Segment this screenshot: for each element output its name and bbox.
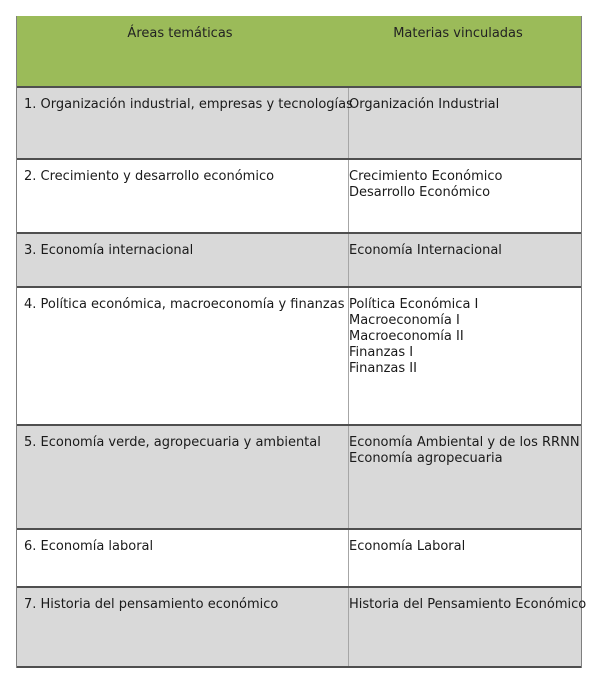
area-cell (17, 88, 353, 158)
materias-cell (349, 426, 581, 528)
table-header (17, 16, 581, 88)
materias-cell (349, 88, 581, 158)
materias-cell (349, 530, 581, 586)
table-row (17, 530, 581, 588)
header-areas: Áreas temáticas (127, 26, 233, 41)
materias-cell (349, 234, 581, 286)
materias-cell (349, 160, 581, 232)
materia-text: Economía Ambiental y de los RRNN (349, 435, 580, 450)
materias-cell (349, 588, 587, 666)
materia-text: Desarrollo Económico (349, 185, 491, 200)
materia-text: Macroeconomía I (349, 313, 460, 328)
area-cell (17, 530, 349, 586)
materia-text: Macroeconomía II (349, 329, 464, 344)
area-cell (17, 234, 349, 286)
area-cell (17, 588, 349, 666)
area-text: 3. Economía internacional (24, 243, 194, 258)
header-materias: Materias vinculadas (393, 26, 523, 41)
materia-text: Finanzas II (349, 361, 417, 376)
table-row (17, 588, 587, 668)
table-row (17, 426, 581, 530)
table-row (17, 160, 581, 234)
materia-text: Crecimiento Económico (349, 169, 503, 184)
materia-text: Economía agropecuaria (349, 451, 503, 466)
themes-table (16, 16, 587, 668)
materias-cell (349, 288, 581, 424)
table-row (17, 288, 581, 426)
materia-text: Economía Laboral (349, 539, 466, 554)
materia-text: Política Económica I (349, 297, 479, 312)
area-text: 7. Historia del pensamiento económico (24, 597, 279, 612)
area-text: 1. Organización industrial, empresas y tecnologías (24, 97, 353, 112)
area-text: 5. Economía verde, agropecuaria y ambiental (24, 435, 321, 450)
area-text: 6. Economía laboral (24, 539, 154, 554)
table-row (17, 88, 581, 160)
area-cell (17, 288, 349, 424)
materia-text: Historia del Pensamiento Económico (349, 597, 587, 612)
area-text: 2. Crecimiento y desarrollo económico (24, 169, 275, 184)
materia-text: Finanzas I (349, 345, 414, 360)
materia-text: Economía Internacional (349, 243, 502, 258)
area-cell (17, 160, 349, 232)
table-row (17, 234, 581, 288)
area-text: 4. Política económica, macroeconomía y finanzas (24, 297, 345, 312)
area-cell (17, 426, 349, 528)
materia-text: Organización Industrial (349, 97, 500, 112)
